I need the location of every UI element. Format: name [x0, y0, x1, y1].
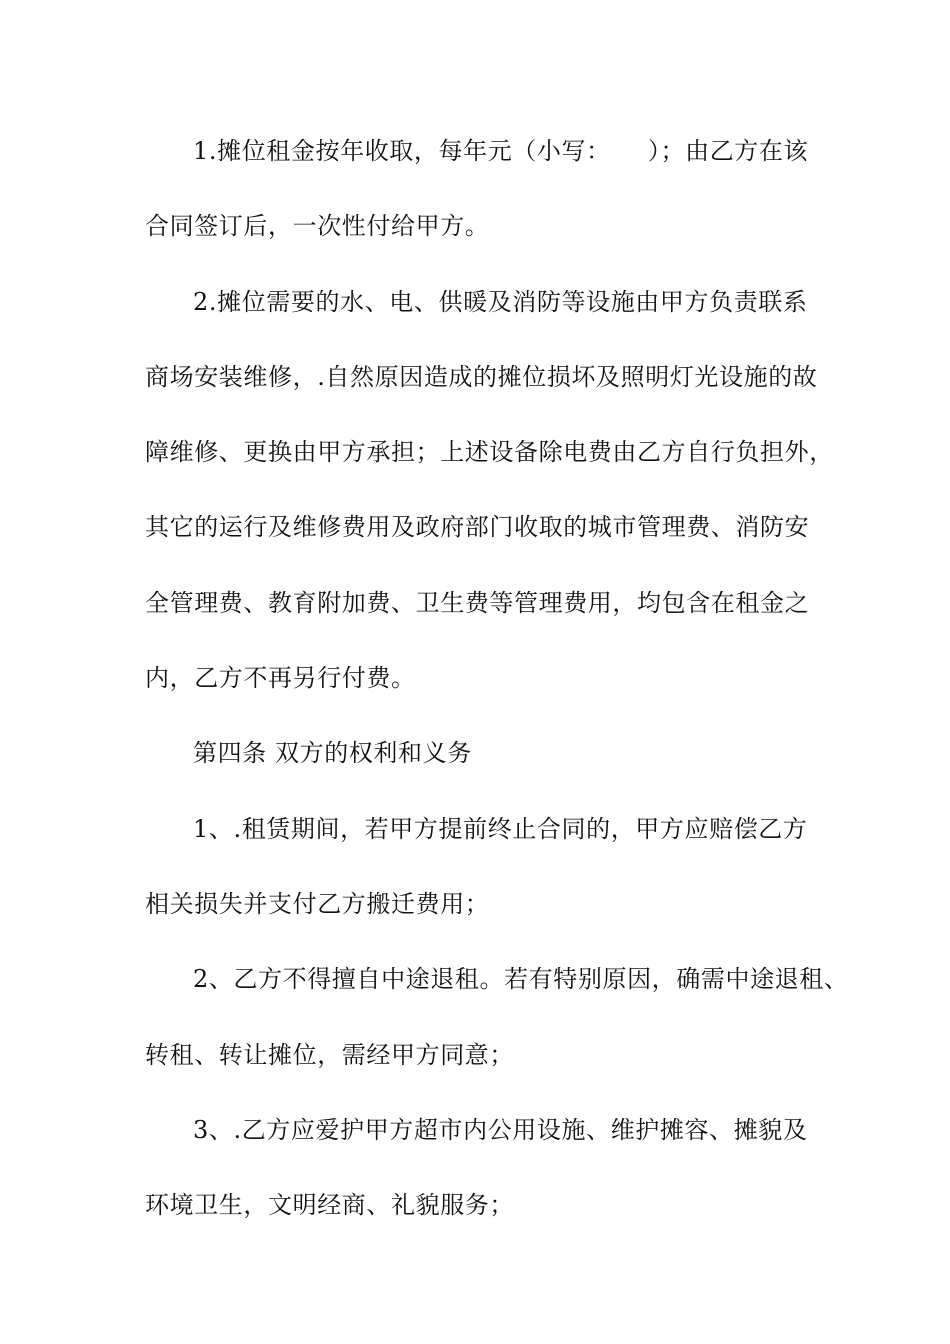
- clause-1-line-2: 相关损失并支付乙方搬迁费用；: [145, 889, 490, 918]
- clause-1-line-1: 1、.租赁期间，若甲方提前终止合同的，甲方应赔偿乙方: [193, 814, 808, 843]
- paragraph-facilities-line-3: 障维修、更换由甲方承担；上述设备除电费由乙方自行负担外，: [145, 438, 834, 467]
- clause-2-line-2: 转租、转让摊位，需经甲方同意；: [145, 1040, 514, 1069]
- document-body: [145, 128, 849, 1257]
- paragraph-rent-line-2: 合同签订后，一次性付给甲方。: [145, 212, 490, 241]
- paragraph-facilities-line-1: 2.摊位需要的水、电、供暖及消防等设施由甲方负责联系: [193, 287, 808, 316]
- paragraph-rent-line-1: 1.摊位租金按年收取，每年元（小写： ）；由乙方在该: [193, 137, 809, 165]
- clause-3-line-1: 3、.乙方应爱护甲方超市内公用设施、维护摊容、摊貌及: [193, 1115, 808, 1144]
- paragraph-facilities-line-5: 全管理费、教育附加费、卫生费等管理费用，均包含在租金之: [145, 588, 810, 617]
- section-heading-article-4: 第四条 双方的权利和义务: [193, 739, 472, 768]
- paragraph-facilities-line-6: 内，乙方不再另行付费。: [145, 664, 416, 693]
- clause-3-line-2: 环境卫生，文明经商、礼貌服务；: [145, 1191, 514, 1220]
- paragraph-facilities-line-2: 商场安装维修，.自然原因造成的摊位损坏及照明灯光设施的故: [145, 362, 818, 391]
- paragraph-facilities-line-4: 其它的运行及维修费用及政府部门收取的城市管理费、消防安: [145, 513, 810, 542]
- clause-2-line-1: 2、乙方不得擅自中途退租。若有特别原因，确需中途退租、: [193, 965, 849, 994]
